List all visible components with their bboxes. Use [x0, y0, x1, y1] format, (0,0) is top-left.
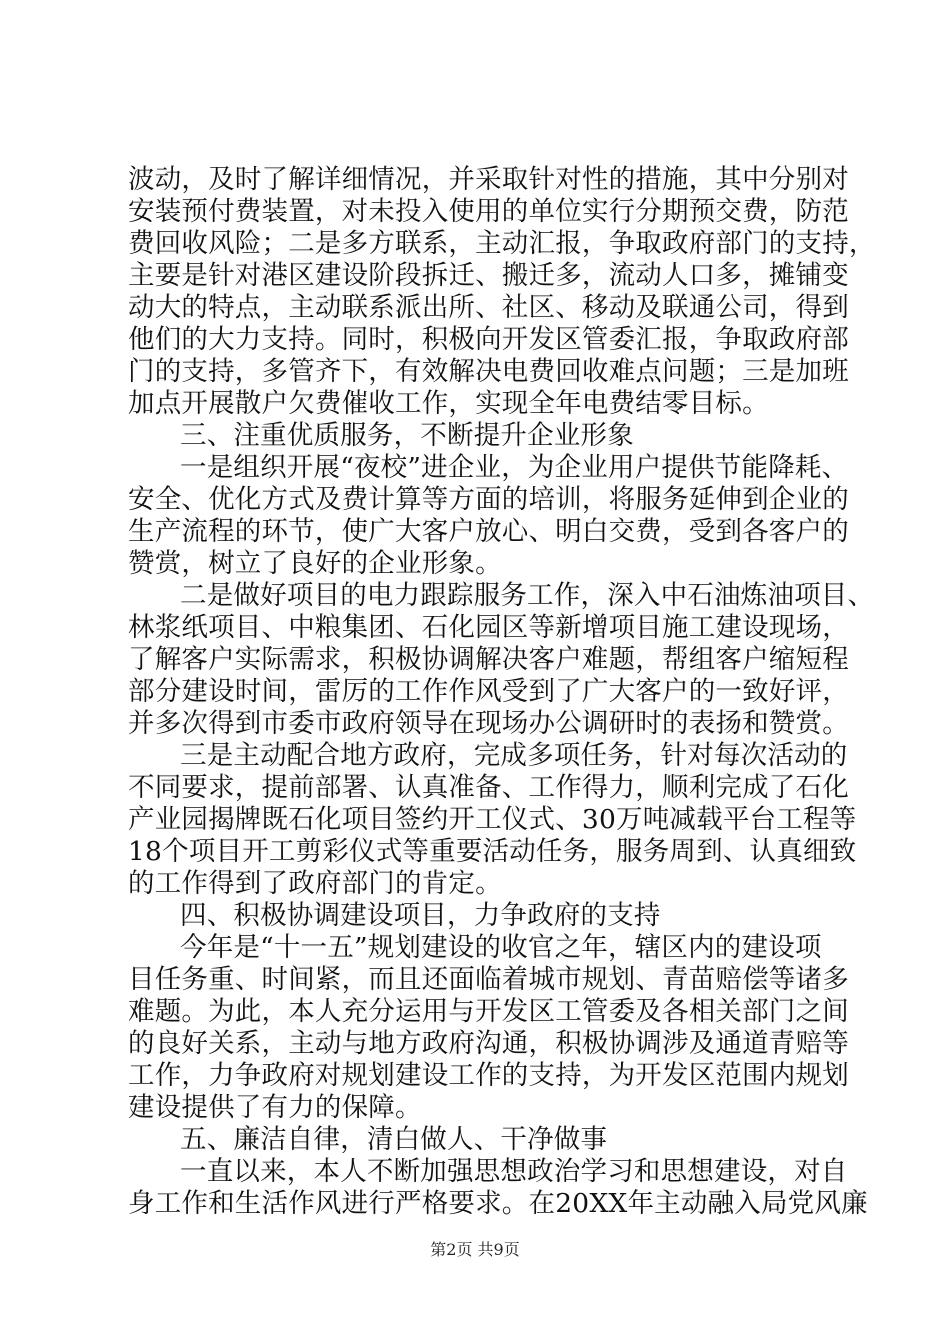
text-line: 的工作得到了政府部门的肯定。	[128, 868, 502, 899]
text-line: 目任务重、时间紧，而且还面临着城市规划、青苗赔偿等诸多	[128, 964, 849, 995]
body-text	[128, 164, 876, 1220]
text-line: 了解客户实际需求，积极协调解决客户难题，帮组客户缩短程	[128, 644, 849, 675]
text-line: 加点开展散户欠费催收工作，实现全年电费结零目标。	[128, 388, 769, 419]
text-line: 安全、优化方式及费计算等方面的培训，将服务延伸到企业的	[128, 484, 849, 515]
text-line: 建设提供了有力的保障。	[128, 1092, 422, 1123]
text-line: 二是做好项目的电力跟踪服务工作，深入中石油炼油项目、	[180, 580, 875, 611]
text-line: 工作，力争政府对规划建设工作的支持，为开发区范围内规划	[128, 1060, 849, 1091]
text-line: 一是组织开展“夜校”进企业，为企业用户提供节能降耗、	[180, 452, 849, 483]
text-line: 生产流程的环节，使广大客户放心、明白交费，受到各客户的	[128, 516, 849, 547]
text-line: 四、积极协调建设项目，力争政府的支持	[180, 900, 661, 931]
text-line: 门的支持，多管齐下，有效解决电费回收难点问题；三是加班	[128, 356, 849, 387]
text-line: 三、注重优质服务，不断提升企业形象	[180, 420, 634, 451]
text-line: 部分建设时间，雷厉的工作作风受到了广大客户的一致好评，	[128, 676, 849, 707]
text-line: 产业园揭牌既石化项目签约开工仪式、30万吨减载平台工程等	[128, 804, 857, 835]
text-line: 费回收风险；二是多方联系，主动汇报，争取政府部门的支持，	[128, 228, 876, 259]
text-line: 并多次得到市委市政府领导在现场办公调研时的表扬和赞赏。	[128, 708, 849, 739]
text-line: 主要是针对港区建设阶段拆迁、搬迁多，流动人口多，摊铺变	[128, 260, 849, 291]
text-line: 五、廉洁自律，清白做人、干净做事	[180, 1124, 608, 1155]
text-line: 身工作和生活作风进行严格要求。在20XX年主动融入局党风廉	[128, 1188, 868, 1219]
text-line: 波动，及时了解详细情况，并采取针对性的措施，其中分别对	[128, 164, 849, 195]
text-line: 动大的特点，主动联系派出所、社区、移动及联通公司，得到	[128, 292, 849, 323]
text-line: 今年是“十一五”规划建设的收官之年，辖区内的建设项	[180, 932, 822, 963]
text-line: 赞赏，树立了良好的企业形象。	[128, 548, 502, 579]
text-line: 他们的大力支持。同时，积极向开发区管委汇报，争取政府部	[128, 324, 849, 355]
text-line: 的良好关系，主动与地方政府沟通，积极协调涉及通道青赔等	[128, 1028, 849, 1059]
text-line: 不同要求，提前部署、认真准备、工作得力，顺利完成了石化	[128, 772, 849, 803]
text-line: 三是主动配合地方政府，完成多项任务，针对每次活动的	[180, 740, 848, 771]
text-line: 难题。为此，本人充分运用与开发区工管委及各相关部门之间	[128, 996, 849, 1027]
text-line: 林浆纸项目、中粮集团、石化园区等新增项目施工建设现场，	[128, 612, 849, 643]
text-line: 一直以来，本人不断加强思想政治学习和思想建设，对自	[180, 1156, 848, 1187]
text-line: 安装预付费装置，对未投入使用的单位实行分期预交费，防范	[128, 196, 849, 227]
text-line: 18个项目开工剪彩仪式等重要活动任务，服务周到、认真细致	[128, 836, 857, 867]
page-footer: 第2页 共9页	[430, 1240, 520, 1259]
